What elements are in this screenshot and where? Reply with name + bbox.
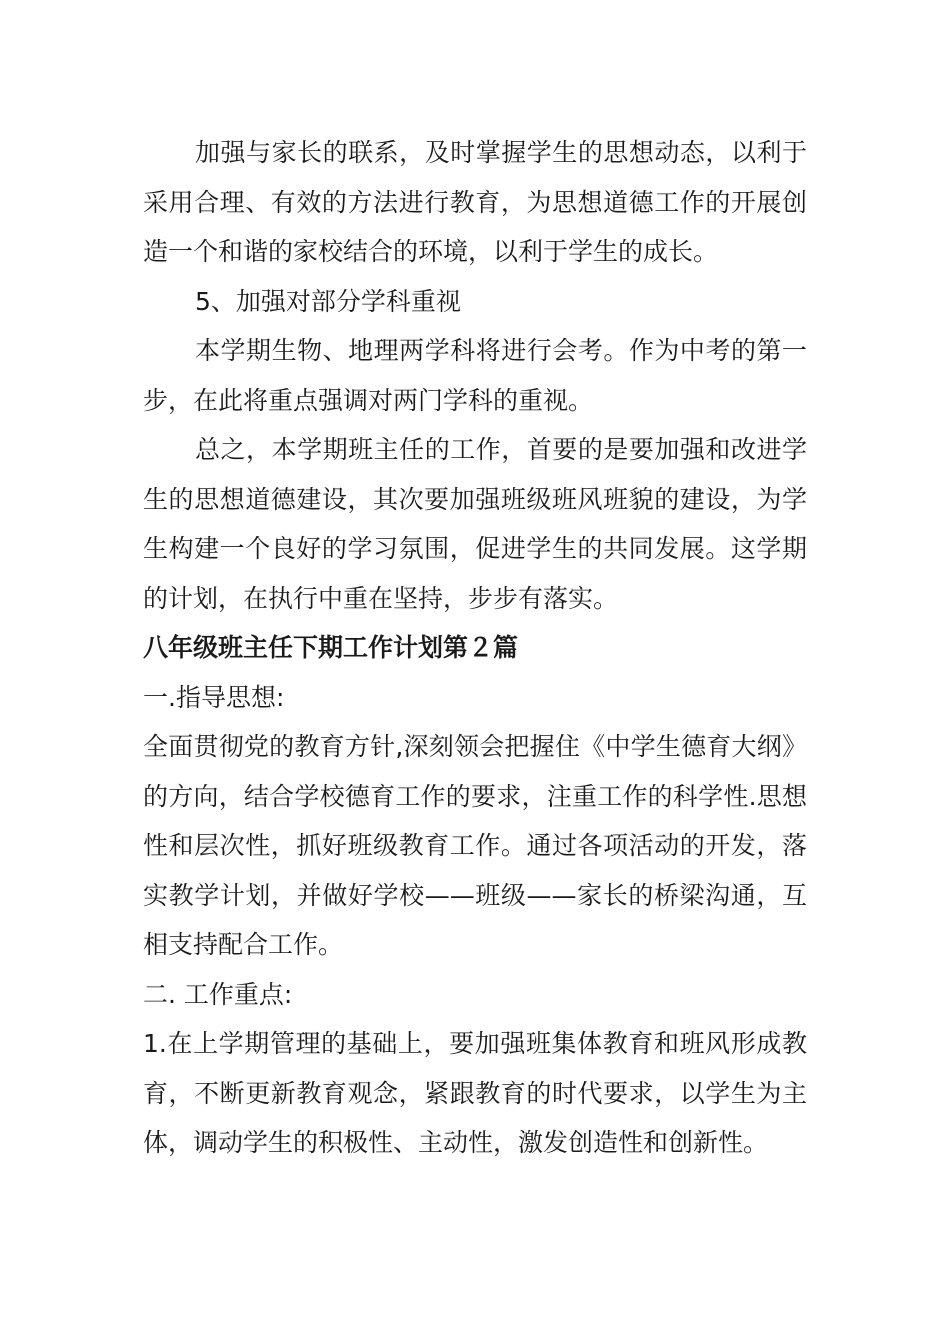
- document-page: [143, 128, 807, 1168]
- paragraph-key-work-item-1: 1.在上学期管理的基础上，要加强班集体教育和班风形成教育，不断更新教育观念，紧跟教育的时代要求，以学生为主体，调动学生的积极性、主动性，激发创造性和创新性。: [143, 1029, 807, 1157]
- paragraph-subject-heading: 5、加强对部分学科重视: [195, 286, 461, 316]
- article-title: 八年级班主任下期工作计划第２篇: [143, 633, 519, 662]
- section-heading-guiding-thought: 一.指导思想:: [143, 682, 285, 712]
- paragraph-parent-contact: 加强与家长的联系，及时掌握学生的思想动态，以利于采用合理、有效的方法进行教育，为思想道德工作的开展创造一个和谐的家校结合的环境，以利于学生的成长。: [143, 138, 807, 266]
- section-heading-key-work: 二. 工作重点:: [143, 979, 293, 1009]
- paragraph-summary: 总之，本学期班主任的工作，首要的是要加强和改进学生的思想道德建设，其次要加强班级班风班貌的建设，为学生构建一个良好的学习氛围，促进学生的共同发展。这学期的计划，在执行中重在坚持，步步有落实。: [143, 435, 807, 613]
- paragraph-exam-subjects: 本学期生物、地理两学科将进行会考。作为中考的第一步，在此将重点强调对两门学科的重视。: [143, 336, 807, 415]
- paragraph-guiding-thought: 全面贯彻党的教育方针,深刻领会把握住《中学生德育大纲》的方向，结合学校德育工作的要求，注重工作的科学性.思想性和层次性，抓好班级教育工作。通过各项活动的开发，落实教学计划，并做好学校——班级——家长的桥梁沟通，互相支持配合工作。: [143, 732, 807, 959]
